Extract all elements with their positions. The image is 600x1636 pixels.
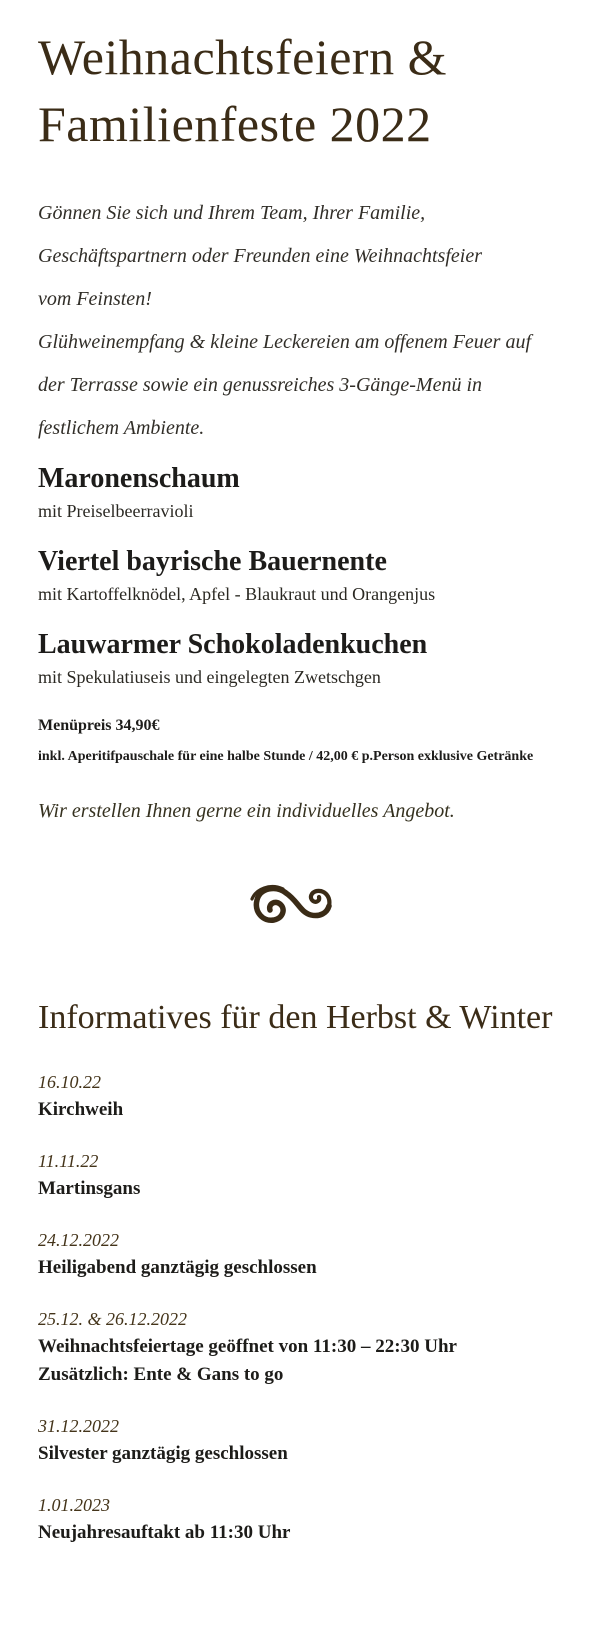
intro-line: Gönnen Sie sich und Ihrem Team, Ihrer Familie, <box>38 202 426 224</box>
event-title: Silvester ganztägig geschlossen <box>38 1443 288 1464</box>
intro-line: Glühweinempfang & kleine Leckereien am offenem Feuer auf <box>38 331 531 353</box>
event-date: 11.11.22 <box>38 1151 99 1171</box>
info-section-heading: Informatives für den Herbst & Winter <box>38 999 553 1036</box>
course-name: Viertel bayrische Bauernente <box>38 546 387 577</box>
price-block <box>38 715 570 768</box>
course-name: Lauwarmer Schokoladenkuchen <box>38 629 428 660</box>
event-item <box>38 1228 570 1282</box>
menu-section <box>38 462 570 826</box>
event-date: 1.01.2023 <box>38 1495 110 1515</box>
event-title-extra: Zusätzlich: Ente & Gans to go <box>38 1364 284 1385</box>
menu-price: Menüpreis 34,90€ <box>38 717 160 734</box>
event-item <box>38 1070 570 1124</box>
event-item <box>38 1149 570 1203</box>
events-list <box>38 1070 570 1547</box>
event-title: Kirchweih <box>38 1099 124 1120</box>
event-title: Heiligabend ganztägig geschlossen <box>38 1257 317 1278</box>
event-title: Weihnachtsfeiertage geöffnet von 11:30 – 22:30 Uhr <box>38 1336 457 1357</box>
price-details: inkl. Aperitifpauschale für eine halbe Stunde / 42,00 € p.Person exklusive Getränke <box>38 749 534 764</box>
event-date: 31.12.2022 <box>38 1416 119 1436</box>
individual-offer-note: Wir erstellen Ihnen gerne ein individuelles Angebot. <box>38 800 455 822</box>
event-date: 24.12.2022 <box>38 1230 119 1250</box>
intro-line: Geschäftspartnern oder Freunden eine Weihnachtsfeier <box>38 245 482 267</box>
menu-course-dessert <box>38 628 570 689</box>
intro-line: vom Feinsten! <box>38 288 152 310</box>
event-title: Neujahresauftakt ab 11:30 Uhr <box>38 1522 291 1543</box>
intro-paragraph <box>38 192 570 450</box>
course-description: mit Preiselbeerravioli <box>38 501 194 521</box>
intro-line: der Terrasse sowie ein genussreiches 3-Gänge-Menü in <box>38 374 483 396</box>
event-date: 16.10.22 <box>38 1072 101 1092</box>
event-title: Martinsgans <box>38 1178 141 1199</box>
page-title <box>38 24 570 158</box>
course-description: mit Spekulatiuseis und eingelegten Zwetschgen <box>38 667 381 687</box>
event-date: 25.12. & 26.12.2022 <box>38 1309 188 1329</box>
swirl-flourish-icon <box>38 882 570 930</box>
intro-line: festlichem Ambiente. <box>38 417 205 439</box>
menu-course-main <box>38 545 570 606</box>
page-title-line1: Weihnachtsfeiern & <box>38 29 447 85</box>
event-item <box>38 1493 570 1547</box>
course-description: mit Kartoffelknödel, Apfel - Blaukraut und Orangenjus <box>38 584 436 604</box>
page-title-line2: Familienfeste 2022 <box>38 96 432 152</box>
event-item <box>38 1307 570 1389</box>
menu-course-starter <box>38 462 570 523</box>
event-item <box>38 1414 570 1468</box>
course-name: Maronenschaum <box>38 463 240 494</box>
